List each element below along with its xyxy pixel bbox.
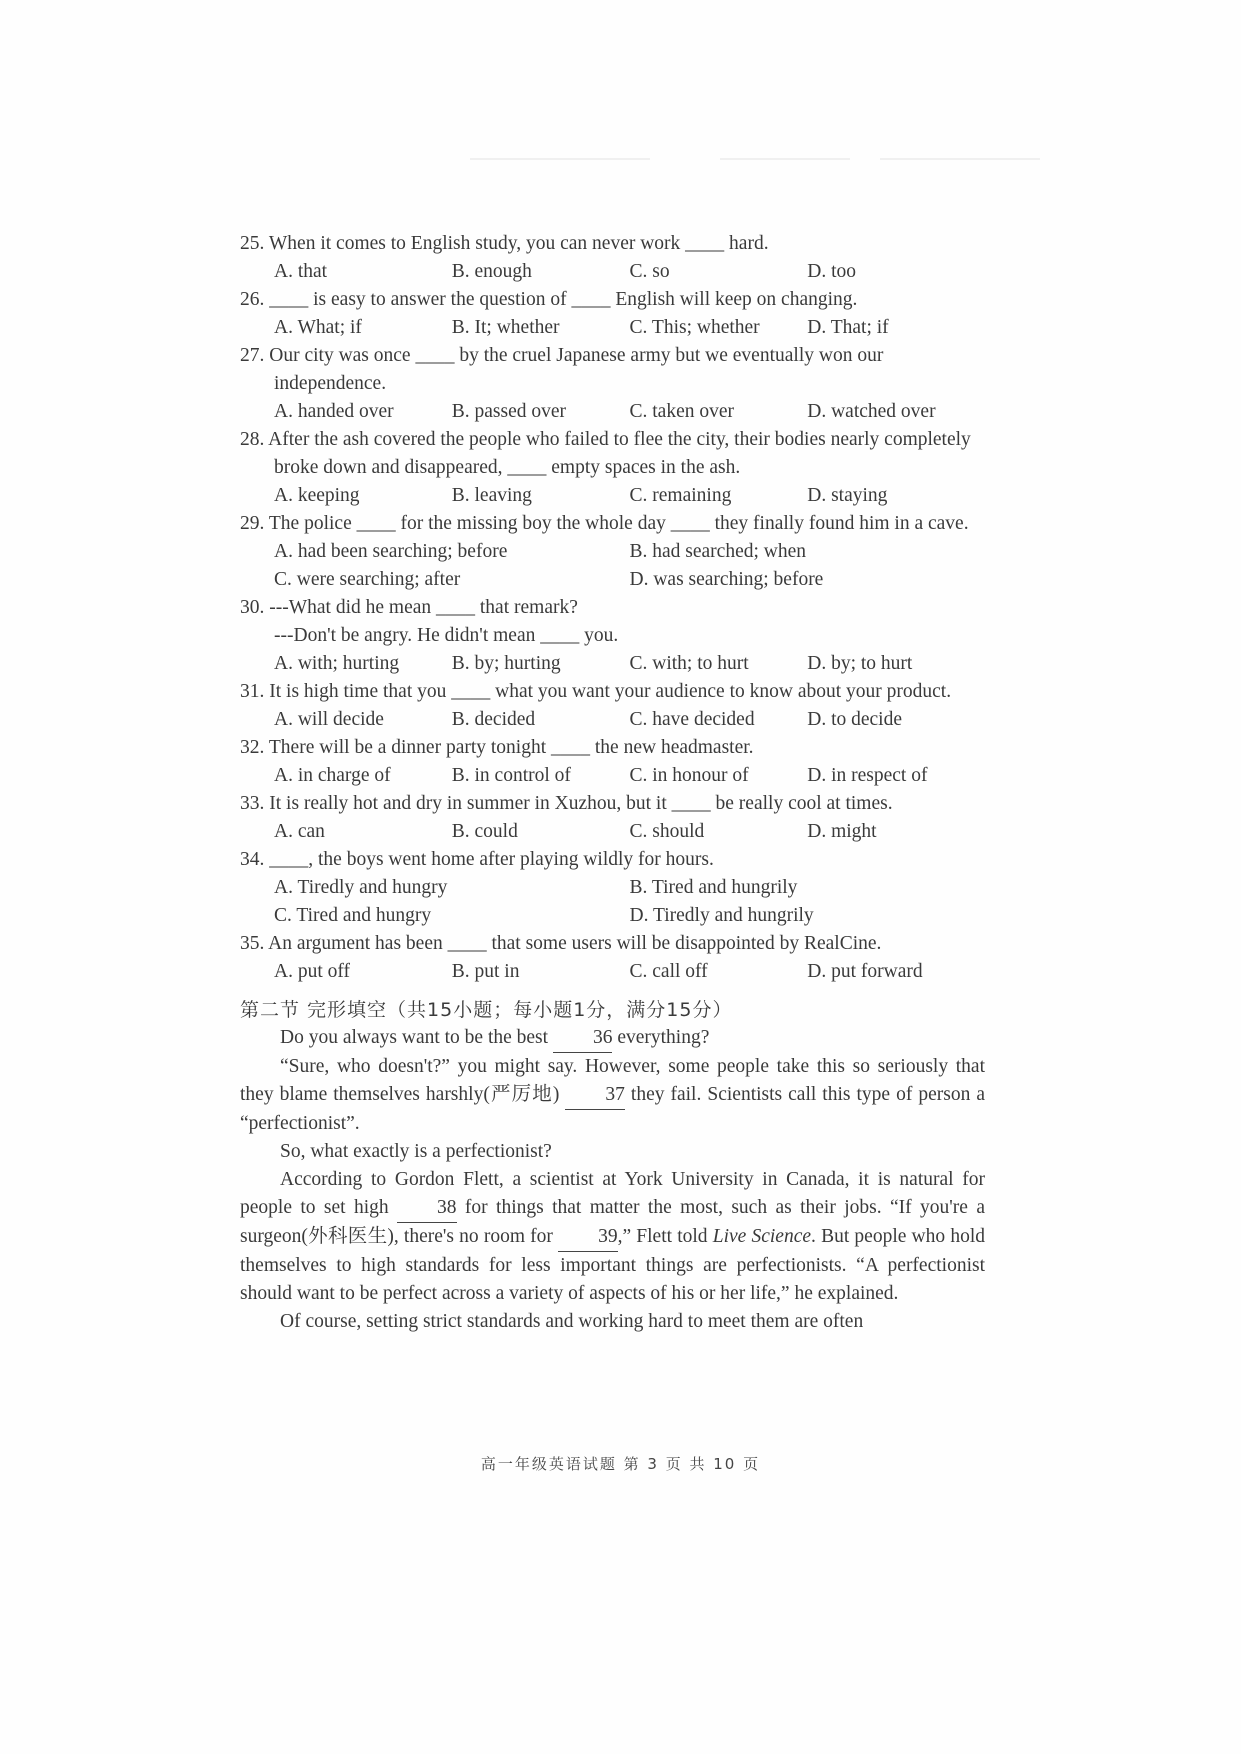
question-stem: 32. There will be a dinner party tonight ____ the new headmaster. — [240, 737, 754, 758]
question-stem-reply: ---Don't be angry. He didn't mean ____ you. — [274, 625, 619, 646]
question-stem: 29. The police ____ for the missing boy the whole day ____ they finally found him in a cave. — [240, 513, 969, 534]
answer-option[interactable]: D. by; to hurt — [807, 653, 913, 674]
cloze-passage — [240, 1024, 985, 1336]
answer-option[interactable]: B. in control of — [451, 765, 571, 786]
answer-option[interactable]: D. Tiredly and hungrily — [629, 905, 814, 926]
answer-option[interactable]: C. taken over — [629, 401, 735, 422]
question-item — [240, 230, 985, 286]
answer-option[interactable]: A. handed over — [274, 401, 394, 422]
question-stem: 26. ____ is easy to answer the question of ____ English will keep on changing. — [240, 289, 858, 310]
section-title: 第二节 完形填空（共15小题；每小题1分，满分15分） — [240, 999, 733, 1021]
answer-option[interactable]: A. will decide — [274, 709, 384, 730]
passage-paragraph: “Sure, who doesn't?” you might say. However, some people take this so seriously that they blame themselves harshly(严厉地) 37 they fail. Scientists call this type of person a “perfectionist”. — [240, 1056, 985, 1134]
blank-37[interactable]: 37 — [565, 1081, 625, 1110]
answer-option[interactable]: B. Tired and hungrily — [629, 877, 798, 898]
answer-option[interactable]: C. have decided — [629, 709, 755, 730]
page-footer: 高一年级英语试题 第 3 页 共 10 页 — [480, 1455, 761, 1473]
passage-paragraph: According to Gordon Flett, a scientist at York University in Canada, it is natural for people to set high 38 for things that matter the most, such as their jobs. “If you're a surgeon(外科医生), there's no room for 39,” Flett told Live Science. But people who hold themselves to high standards for less important things are perfectionists. “A perfectionist should want to be perfect across a variety of aspects of his or her life,” he explained. — [240, 1169, 985, 1304]
answer-option[interactable]: C. remaining — [629, 485, 732, 506]
answer-option[interactable]: C. should — [629, 821, 705, 842]
blank-36[interactable]: 36 — [553, 1024, 613, 1053]
question-item — [240, 594, 985, 678]
answer-option[interactable]: C. so — [629, 261, 670, 282]
question-item — [240, 286, 985, 342]
answer-option[interactable]: C. were searching; after — [274, 569, 461, 590]
question-stem: 27. Our city was once ____ by the cruel Japanese army but we eventually won our independence. — [240, 345, 884, 394]
question-item — [240, 930, 985, 986]
answer-option[interactable]: A. that — [274, 261, 328, 282]
answer-option[interactable]: D. watched over — [807, 401, 936, 422]
question-stem: 34. ____, the boys went home after playing wildly for hours. — [240, 849, 714, 870]
answer-option[interactable]: B. leaving — [451, 485, 532, 506]
question-stem: 28. After the ash covered the people who failed to flee the city, their bodies nearly completely broke down and disappeared, ____ empty spaces in the ash. — [240, 429, 971, 478]
answer-option[interactable]: B. enough — [451, 261, 532, 282]
question-stem: 33. It is really hot and dry in summer in Xuzhou, but it ____ be really cool at times. — [240, 793, 893, 814]
question-item — [240, 846, 985, 930]
blank-39[interactable]: 39 — [558, 1223, 618, 1252]
answer-option[interactable]: C. call off — [629, 961, 708, 982]
answer-option[interactable]: D. in respect of — [807, 765, 928, 786]
answer-option[interactable]: B. decided — [451, 709, 536, 730]
passage-paragraph: So, what exactly is a perfectionist? — [280, 1141, 552, 1162]
answer-option[interactable]: A. with; hurting — [274, 653, 400, 674]
answer-option[interactable]: D. put forward — [807, 961, 923, 982]
question-item — [240, 426, 985, 510]
answer-option[interactable]: C. with; to hurt — [629, 653, 749, 674]
exam-content — [240, 230, 985, 1336]
question-stem: 30. ---What did he mean ____ that remark? — [240, 597, 578, 618]
answer-option[interactable]: A. What; if — [274, 317, 362, 338]
question-item — [240, 510, 985, 594]
answer-option[interactable]: D. might — [807, 821, 877, 842]
question-list — [240, 230, 985, 986]
answer-option[interactable]: B. could — [451, 821, 518, 842]
answer-option[interactable]: B. put in — [451, 961, 520, 982]
answer-option[interactable]: D. to decide — [807, 709, 903, 730]
answer-option[interactable]: D. was searching; before — [629, 569, 824, 590]
answer-option[interactable]: A. can — [274, 821, 325, 842]
question-item — [240, 342, 985, 426]
question-stem: 35. An argument has been ____ that some users will be disappointed by RealCine. — [240, 933, 882, 954]
scan-artifact — [880, 158, 1040, 160]
scan-artifact — [470, 158, 650, 160]
question-item — [240, 790, 985, 846]
question-item — [240, 734, 985, 790]
passage-paragraph: Of course, setting strict standards and working hard to meet them are often — [280, 1311, 864, 1332]
answer-option[interactable]: D. That; if — [807, 317, 889, 338]
answer-option[interactable]: A. Tiredly and hungry — [274, 877, 448, 898]
question-stem: 31. It is high time that you ____ what you want your audience to know about your product. — [240, 681, 952, 702]
answer-option[interactable]: A. in charge of — [274, 765, 391, 786]
scan-artifact — [720, 158, 850, 160]
answer-option[interactable]: D. staying — [807, 485, 888, 506]
passage-paragraph: Do you always want to be the best 36 everything? — [240, 1024, 985, 1053]
answer-option[interactable]: B. by; hurting — [451, 653, 561, 674]
answer-option[interactable]: C. This; whether — [629, 317, 760, 338]
answer-option[interactable]: A. had been searching; before — [274, 541, 508, 562]
answer-option[interactable]: C. Tired and hungry — [274, 905, 432, 926]
answer-option[interactable]: B. It; whether — [451, 317, 560, 338]
answer-option[interactable]: A. put off — [274, 961, 351, 982]
blank-38[interactable]: 38 — [397, 1194, 457, 1223]
answer-option[interactable]: A. keeping — [274, 485, 360, 506]
question-stem: 25. When it comes to English study, you can never work ____ hard. — [240, 233, 769, 254]
answer-option[interactable]: D. too — [807, 261, 856, 282]
answer-option[interactable]: B. had searched; when — [629, 541, 807, 562]
answer-option[interactable]: C. in honour of — [629, 765, 749, 786]
question-item — [240, 678, 985, 734]
answer-option[interactable]: B. passed over — [451, 401, 567, 422]
